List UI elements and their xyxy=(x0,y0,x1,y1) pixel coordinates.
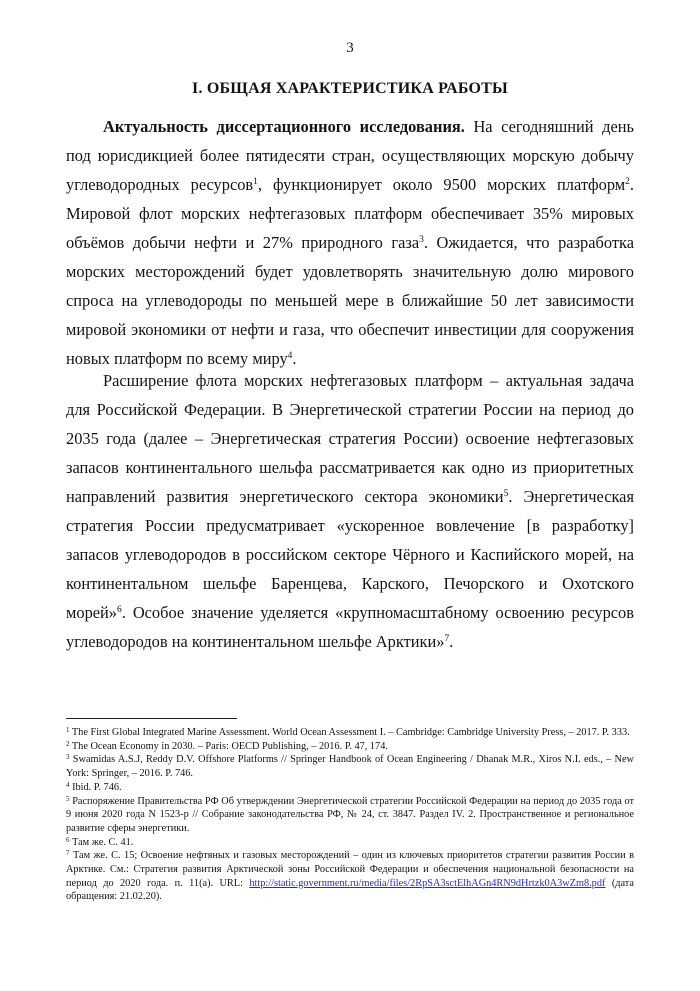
footnote-number: 3 xyxy=(66,753,70,762)
page-number: 3 xyxy=(346,40,354,56)
footnote-number: 2 xyxy=(66,739,70,748)
p2-text-1: Расширение флота морских нефтегазовых платформ – актуальная задача для Российской Федерации. В Энергетической стратегии России на период до 2035 года (далее – Энергетическая стратегия России) освоение нефтегазовых запасов континентального шельфа рассматривается как одно из приоритетных направлений развития энергетического сектора экономики xyxy=(66,371,634,506)
footnote-number: 6 xyxy=(66,835,70,844)
footnote-6 xyxy=(66,836,634,850)
footnote-ref-4: 4 xyxy=(287,351,293,361)
footnote-ref-3: 3 xyxy=(419,235,424,245)
paragraph-relevance xyxy=(66,112,634,373)
footnote-number: 7 xyxy=(66,849,70,858)
footnote-ref-6: 6 xyxy=(117,605,122,615)
footnote-3 xyxy=(66,753,634,780)
p1-text-5: . xyxy=(292,349,297,368)
p1-text-2: , функционирует около 9500 морских платформ xyxy=(257,175,626,194)
footnote-number: 5 xyxy=(66,794,70,803)
footnote-5 xyxy=(66,795,634,836)
p2-text-4: . xyxy=(449,632,454,651)
footnote-ref-7: 7 xyxy=(444,634,450,644)
footnote-text: Распоряжение Правительства РФ Об утверждении Энергетической стратегии Российской Федерации на период до 2035 года от 9 июня 2020 года N 1523-р // Собрание законодательства РФ, № 24, ст. 3847. Раздел IV. 2. Пространственное и региональное развитие сферы энергетики. xyxy=(66,795,634,834)
footnote-number: 4 xyxy=(66,780,70,789)
footnote-text: The First Global Integrated Marine Assessment. World Ocean Assessment I. – Cambridge: Cambridge University Press, – 2017. P. 333. xyxy=(69,727,630,738)
footnote-text: Ibid. P. 746. xyxy=(69,781,122,793)
p2-text-2: . Энергетическая стратегия России предусматривает «ускоренное вовлечение [в разработку] запасов углеводородов в российском секторе Чёрного и Каспийского морей, на континентальном шельфе Баренцева, Карского, Печорского и Охотского морей» xyxy=(66,487,634,622)
p1-text-1: На сегодняшний день под юрисдикцией более пятидесяти стран, осуществляющих морскую добычу углеводородных ресурсов xyxy=(66,117,634,194)
footnote-access-date: (дата обращения: 21.02.20). xyxy=(66,877,634,903)
footnote-1 xyxy=(66,726,634,740)
footnote-number: 1 xyxy=(66,726,70,734)
p1-text-4: . Ожидается, что разработка морских месторождений будет удовлетворять значительную долю мирового спроса на углеводороды по меньшей мере в ближайшие 50 лет зависимости мировой экономики от нефти и газа, что обеспечит инвестиции для сооружения новых платформ по всему миру xyxy=(66,233,634,368)
footnote-2 xyxy=(66,740,634,754)
strategy-document-link[interactable]: http://static.government.ru/media/files/2RpSA3sctElhAGn4RN9dHrtzk0A3wZm8.pdf xyxy=(249,877,606,889)
footnote-ref-1: 1 xyxy=(253,177,258,187)
footnote-text: Там же. С. 15; Освоение нефтяных и газовых месторождений – один из ключевых приоритетов стратегии развития России в Арктике. См.: Стратегия развития Арктической зоны Российской Федерации и обеспечения национальной безопасности на период до 2020 года. п. 11(а). URL: xyxy=(66,850,634,889)
relevance-lead: Актуальность диссертационного исследования. xyxy=(103,117,465,136)
footnote-7 xyxy=(66,849,634,904)
p1-text-3: . Мировой флот морских нефтегазовых платформ обеспечивает 35% мировых объёмов добычи нефти и 27% природного газа xyxy=(66,175,634,252)
footnote-ref-5: 5 xyxy=(503,489,509,499)
footnote-text: Swamidas A.S.J, Reddy D.V. Offshore Platforms // Springer Handbook of Ocean Engineering / Dhanak M.R., Xiros N.I. eds., – New York: Springer, – 2016. P. 746. xyxy=(66,754,634,780)
footnote-4 xyxy=(66,781,634,795)
footnote-text: The Ocean Economy in 2030. – Paris: OECD Publishing, – 2016. P. 47, 174. xyxy=(69,740,388,752)
p2-text-3: . Особое значение уделяется «крупномасштабному освоению ресурсов углеводородов на континентальном шельфе Арктики» xyxy=(66,603,634,651)
footnotes xyxy=(66,726,634,904)
footnote-ref-2: 2 xyxy=(625,177,630,187)
footnote-separator xyxy=(66,718,237,719)
footnote-text: Там же. С. 41. xyxy=(69,836,134,848)
section-heading: I. ОБЩАЯ ХАРАКТЕРИСТИКА РАБОТЫ xyxy=(192,80,508,97)
paragraph-fleet-expansion xyxy=(66,366,634,656)
